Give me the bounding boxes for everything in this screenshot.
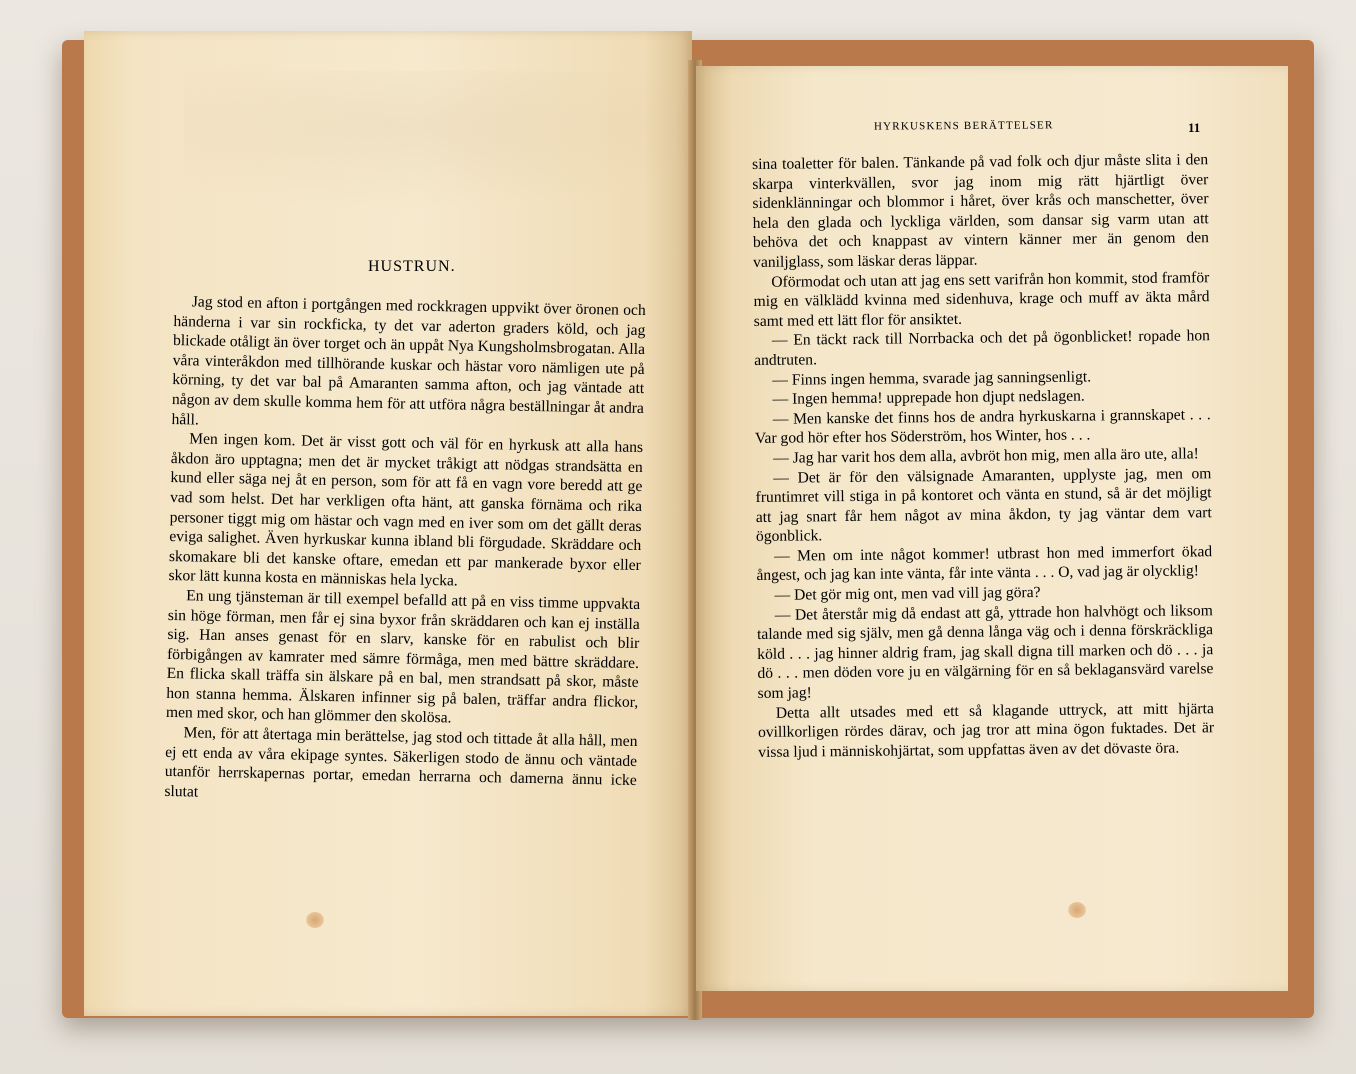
paragraph: Detta allt utsades med ett så klagande uttryck, att mitt hjärta ovillkorligen rördes därav, och jag tror att mina ögon fuktades. Det är vissa ljud i människohjärtat, som uppfattas även av det dövaste öra. xyxy=(757,699,1215,761)
right-page-text xyxy=(752,150,1214,762)
chapter-title: HUSTRUN. xyxy=(368,258,456,275)
paragraph: — Det återstår mig då endast att gå, yttrade hon halvhögt och liksom talande med sig själv, men gå denna långa väg och i denna förskräckliga köld . . . jag hinner aldrig fram, jag skall digna till marken och dö . . . ja dö . . . men döden vore ju en välgärning för en så beklagansvärd varelse som jag! xyxy=(756,601,1214,703)
paragraph: Jag stod en afton i portgången med rockkragen uppvikt över öronen och händerna i var sin rockficka, ty det var aderton graders köld, och jag blickade otåligt än över torget och än uppåt Nya Kungsholmsbrogatan. Alla våra vinteråkdon med tillhörande kuskar och hästar voro nämligen ute på körning, ty det var bal på Amaranten samma afton, och jag väntade att någon av dem skulle komma hem för att utföra några beställningar åt andra håll. xyxy=(171,293,646,429)
page-number: 11 xyxy=(1188,120,1201,135)
running-head: HYRKUSKENS BERÄTTELSER xyxy=(873,119,1054,133)
paragraph: En ung tjänsteman är till exempel befalld att på en viss timme uppvakta sin höge förman, men får ej sina byxor från skräddaren och kan ej inställa sig. Han anses genast för en slarv, kanske för en rabulist och blir förbigången av kamrater med sämre förmåga, men med bättre skräddare. En flicka skall träffa sin älskare på en bal, men strandsatt på skor, måste hon stanna hemma. Älskaren infinner sig på balen, träffar andra flickor, men med skor, och han glömmer den skolösa. xyxy=(165,587,641,727)
paragraph: — Det gör mig ont, men vad vill jag göra? xyxy=(774,584,1041,604)
paragraph: Men ingen kom. Det är visst gott och väl för en hyrkusk att alla hans åkdon äro upptagna; men det är mycket tråkigt att nödgas strandsätta en kund eller säga nej åt en person, som för att få en vagn vore beredd att ge vad som helst. Det har verkligen ofta hänt, att ganska förnäma och rika personer tiggt mig om hästar och vagn med en iver som om det gällt deras eviga salighet. Även hyrkuskar kunna ibland bli förgudade. Skräddare och skomakare bli det kanske oftare, emedan ett par mankerade byxor eller skor lätt kunna kosta en människas hela lycka. xyxy=(168,430,644,590)
paragraph: — Det är för den välsignade Amaranten, upplyste jag, men om fruntimret vill stiga in på kontoret och vänta en stund, så är det möjligt att jag snart får hem något av mina åkdon, ty jag väntar dem vart ögonblick. xyxy=(755,464,1212,546)
paragraph: — Ingen hemma! upprepade hon djupt nedslagen. xyxy=(772,387,1085,408)
paragraph: — En täckt rack till Norrbacka och det på ögonblicket! ropade hon andtruten. xyxy=(754,327,1211,369)
foxing-stain xyxy=(1068,902,1086,918)
paragraph: — Jag har varit hos dem alla, avbröt hon mig, men alla äro ute, alla! xyxy=(773,445,1199,467)
paragraph: Men, för att återtaga min berättelse, jag stod och tittade åt alla håll, men ej ett enda av våra ekipage syntes. Säkerligen stodo de ännu och väntade utanför herrskapernas portar, emedan herrarna och damerna ännu icke slutat xyxy=(164,724,638,801)
paragraph: sina toaletter för balen. Tänkande på vad folk och djur måste slita i den skarpa vinterkvällen, svor jag inom mig rätt hjärtligt över sidenklänningar och blommor i håret, över krås och manschetter, över hela den glada och lyckliga världen, som dansar sig varm utan att behöva det och knappast av vintern känner mer än genom den vaniljglass, som läskar deras läppar. xyxy=(752,151,1209,271)
foxing-stain xyxy=(306,912,324,928)
paragraph: — Finns ingen hemma, svarade jag sanningsenligt. xyxy=(772,367,1092,389)
paragraph: — Men kanske det finns hos de andra hyrkuskarna i grannskapet . . . Var god hör efter hos Söderström, hos Winter, hos . . . xyxy=(754,405,1211,448)
left-page-text xyxy=(164,292,646,810)
paragraph: — Men om inte något kommer! utbrast hon med immerfort ökad ångest, och jag kan inte vänta, får inte vänta . . . O, vad jag är olycklig! xyxy=(756,543,1213,585)
page-smudge xyxy=(184,71,744,211)
paragraph: Oförmodat och utan att jag ens sett varifrån hon kommit, stod framför mig en välklädd kvinna med sidenhuva, krage och muff av äkta mård samt med ett lätt flor för ansiktet. xyxy=(753,268,1210,330)
